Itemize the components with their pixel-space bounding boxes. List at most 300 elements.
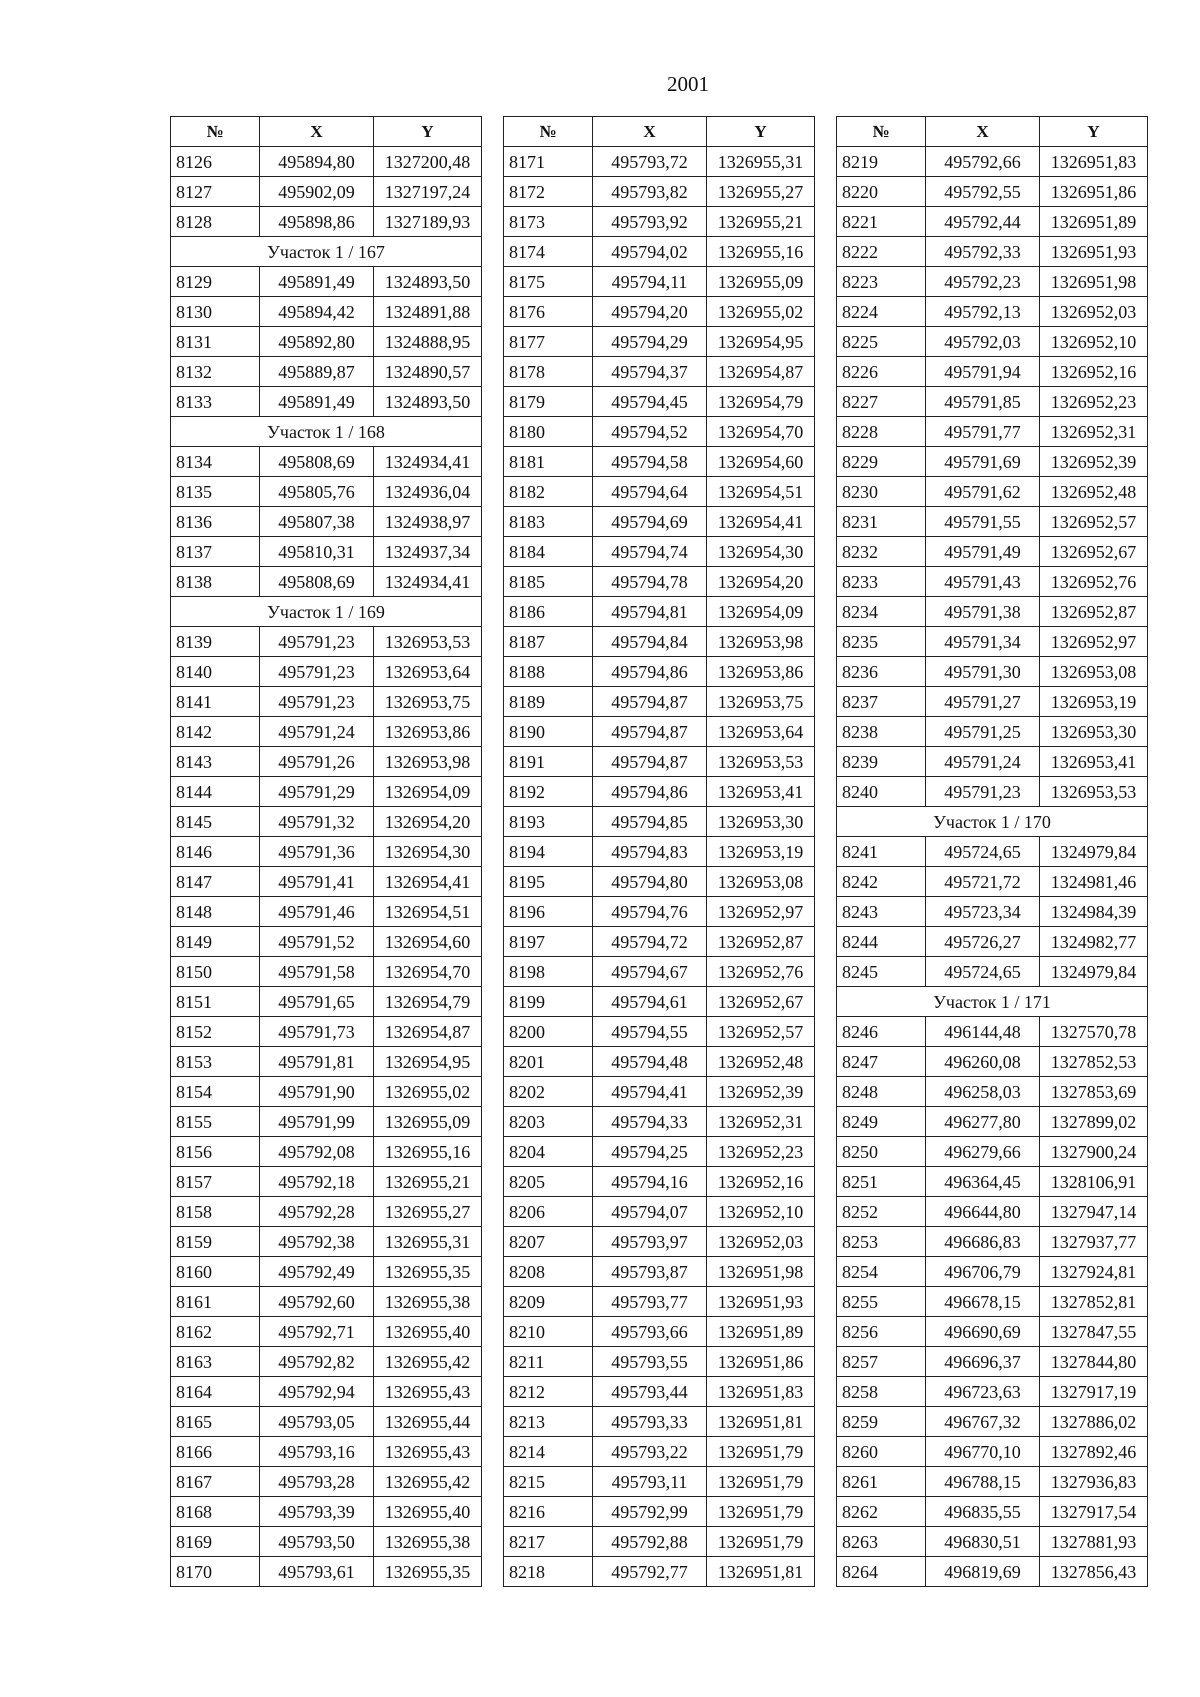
table-row bbox=[171, 837, 482, 867]
table-row bbox=[171, 1467, 482, 1497]
point-number-cell: 8176 bbox=[504, 297, 593, 327]
x-coordinate-cell: 495807,38 bbox=[260, 507, 374, 537]
x-coordinate-cell: 495891,49 bbox=[260, 267, 374, 297]
point-number-cell: 8204 bbox=[504, 1137, 593, 1167]
x-coordinate-cell: 495794,80 bbox=[593, 867, 707, 897]
table-row bbox=[171, 207, 482, 237]
table-row bbox=[504, 537, 815, 567]
y-coordinate-cell: 1326955,09 bbox=[707, 267, 815, 297]
x-coordinate-cell: 495792,44 bbox=[926, 207, 1040, 237]
point-number-cell: 8152 bbox=[171, 1017, 260, 1047]
column-header-y: Y bbox=[707, 117, 815, 147]
x-coordinate-cell: 495792,66 bbox=[926, 147, 1040, 177]
point-number-cell: 8263 bbox=[837, 1527, 926, 1557]
x-coordinate-cell: 495791,27 bbox=[926, 687, 1040, 717]
column-header-y: Y bbox=[374, 117, 482, 147]
table-row bbox=[504, 1257, 815, 1287]
y-coordinate-cell: 1326952,39 bbox=[707, 1077, 815, 1107]
x-coordinate-cell: 495794,86 bbox=[593, 777, 707, 807]
x-coordinate-cell: 496686,83 bbox=[926, 1227, 1040, 1257]
point-number-cell: 8132 bbox=[171, 357, 260, 387]
point-number-cell: 8190 bbox=[504, 717, 593, 747]
point-number-cell: 8181 bbox=[504, 447, 593, 477]
y-coordinate-cell: 1327917,54 bbox=[1040, 1497, 1148, 1527]
point-number-cell: 8162 bbox=[171, 1317, 260, 1347]
table-row bbox=[171, 147, 482, 177]
x-coordinate-cell: 496644,80 bbox=[926, 1197, 1040, 1227]
y-coordinate-cell: 1326955,02 bbox=[374, 1077, 482, 1107]
table-row bbox=[504, 837, 815, 867]
x-coordinate-cell: 495793,72 bbox=[593, 147, 707, 177]
y-coordinate-cell: 1324888,95 bbox=[374, 327, 482, 357]
y-coordinate-cell: 1326953,53 bbox=[1040, 777, 1148, 807]
x-coordinate-cell: 495792,82 bbox=[260, 1347, 374, 1377]
y-coordinate-cell: 1326952,31 bbox=[707, 1107, 815, 1137]
y-coordinate-cell: 1326952,48 bbox=[707, 1047, 815, 1077]
y-coordinate-cell: 1327853,69 bbox=[1040, 1077, 1148, 1107]
x-coordinate-cell: 495794,25 bbox=[593, 1137, 707, 1167]
point-number-cell: 8264 bbox=[837, 1557, 926, 1587]
table-row bbox=[837, 387, 1148, 417]
table-row bbox=[504, 1467, 815, 1497]
y-coordinate-cell: 1327947,14 bbox=[1040, 1197, 1148, 1227]
header-row bbox=[171, 117, 482, 147]
x-coordinate-cell: 496770,10 bbox=[926, 1437, 1040, 1467]
table-row bbox=[504, 267, 815, 297]
x-coordinate-cell: 495791,65 bbox=[260, 987, 374, 1017]
point-number-cell: 8186 bbox=[504, 597, 593, 627]
table-row bbox=[171, 1497, 482, 1527]
point-number-cell: 8232 bbox=[837, 537, 926, 567]
y-coordinate-cell: 1326954,51 bbox=[707, 477, 815, 507]
point-number-cell: 8156 bbox=[171, 1137, 260, 1167]
table-row bbox=[504, 867, 815, 897]
point-number-cell: 8235 bbox=[837, 627, 926, 657]
table-row bbox=[837, 327, 1148, 357]
y-coordinate-cell: 1326952,57 bbox=[1040, 507, 1148, 537]
table-row bbox=[837, 927, 1148, 957]
table-row bbox=[171, 957, 482, 987]
x-coordinate-cell: 495724,65 bbox=[926, 837, 1040, 867]
x-coordinate-cell: 495794,07 bbox=[593, 1197, 707, 1227]
x-coordinate-cell: 495892,80 bbox=[260, 327, 374, 357]
table-row bbox=[171, 627, 482, 657]
y-coordinate-cell: 1326955,40 bbox=[374, 1317, 482, 1347]
table-row bbox=[504, 957, 815, 987]
table-row bbox=[837, 357, 1148, 387]
y-coordinate-cell: 1326954,87 bbox=[374, 1017, 482, 1047]
y-coordinate-cell: 1324934,41 bbox=[374, 567, 482, 597]
table-row bbox=[837, 777, 1148, 807]
point-number-cell: 8171 bbox=[504, 147, 593, 177]
point-number-cell: 8154 bbox=[171, 1077, 260, 1107]
point-number-cell: 8138 bbox=[171, 567, 260, 597]
table-row bbox=[171, 747, 482, 777]
y-coordinate-cell: 1326955,02 bbox=[707, 297, 815, 327]
point-number-cell: 8166 bbox=[171, 1437, 260, 1467]
table-row bbox=[504, 1197, 815, 1227]
table-row bbox=[171, 1557, 482, 1587]
table-row bbox=[837, 297, 1148, 327]
point-number-cell: 8245 bbox=[837, 957, 926, 987]
x-coordinate-cell: 495792,18 bbox=[260, 1167, 374, 1197]
y-coordinate-cell: 1326954,20 bbox=[707, 567, 815, 597]
point-number-cell: 8168 bbox=[171, 1497, 260, 1527]
x-coordinate-cell: 495792,08 bbox=[260, 1137, 374, 1167]
y-coordinate-cell: 1324981,46 bbox=[1040, 867, 1148, 897]
y-coordinate-cell: 1326952,67 bbox=[1040, 537, 1148, 567]
y-coordinate-cell: 1324893,50 bbox=[374, 267, 482, 297]
y-coordinate-cell: 1326951,79 bbox=[707, 1467, 815, 1497]
x-coordinate-cell: 495810,31 bbox=[260, 537, 374, 567]
table-row bbox=[504, 1077, 815, 1107]
x-coordinate-cell: 495794,48 bbox=[593, 1047, 707, 1077]
table-row bbox=[504, 1377, 815, 1407]
y-coordinate-cell: 1326954,51 bbox=[374, 897, 482, 927]
x-coordinate-cell: 495792,94 bbox=[260, 1377, 374, 1407]
point-number-cell: 8252 bbox=[837, 1197, 926, 1227]
table-row bbox=[171, 807, 482, 837]
y-coordinate-cell: 1326951,83 bbox=[707, 1377, 815, 1407]
table-row bbox=[171, 537, 482, 567]
table-row bbox=[504, 1167, 815, 1197]
table-row bbox=[837, 1197, 1148, 1227]
point-number-cell: 8147 bbox=[171, 867, 260, 897]
x-coordinate-cell: 495793,39 bbox=[260, 1497, 374, 1527]
table-row bbox=[504, 207, 815, 237]
x-coordinate-cell: 495794,85 bbox=[593, 807, 707, 837]
x-coordinate-cell: 495791,36 bbox=[260, 837, 374, 867]
y-coordinate-cell: 1326954,79 bbox=[374, 987, 482, 1017]
y-coordinate-cell: 1326952,16 bbox=[1040, 357, 1148, 387]
point-number-cell: 8240 bbox=[837, 777, 926, 807]
y-coordinate-cell: 1327847,55 bbox=[1040, 1317, 1148, 1347]
y-coordinate-cell: 1326953,75 bbox=[707, 687, 815, 717]
x-coordinate-cell: 495792,03 bbox=[926, 327, 1040, 357]
y-coordinate-cell: 1326954,70 bbox=[707, 417, 815, 447]
y-coordinate-cell: 1326955,43 bbox=[374, 1377, 482, 1407]
y-coordinate-cell: 1326952,23 bbox=[707, 1137, 815, 1167]
table-row bbox=[837, 1497, 1148, 1527]
table-row bbox=[171, 357, 482, 387]
table-row bbox=[171, 1287, 482, 1317]
x-coordinate-cell: 495792,71 bbox=[260, 1317, 374, 1347]
table-row bbox=[504, 1527, 815, 1557]
point-number-cell: 8165 bbox=[171, 1407, 260, 1437]
x-coordinate-cell: 495793,92 bbox=[593, 207, 707, 237]
table-row bbox=[837, 1257, 1148, 1287]
x-coordinate-cell: 495791,23 bbox=[260, 657, 374, 687]
table-row bbox=[504, 747, 815, 777]
x-coordinate-cell: 495793,16 bbox=[260, 1437, 374, 1467]
table-row bbox=[837, 897, 1148, 927]
y-coordinate-cell: 1326952,39 bbox=[1040, 447, 1148, 477]
point-number-cell: 8212 bbox=[504, 1377, 593, 1407]
y-coordinate-cell: 1326955,16 bbox=[374, 1137, 482, 1167]
table-row bbox=[171, 297, 482, 327]
y-coordinate-cell: 1327856,43 bbox=[1040, 1557, 1148, 1587]
point-number-cell: 8196 bbox=[504, 897, 593, 927]
x-coordinate-cell: 495902,09 bbox=[260, 177, 374, 207]
point-number-cell: 8130 bbox=[171, 297, 260, 327]
table-row bbox=[837, 867, 1148, 897]
point-number-cell: 8163 bbox=[171, 1347, 260, 1377]
coordinates-table bbox=[836, 116, 1148, 1587]
table-row bbox=[837, 837, 1148, 867]
coordinates-table bbox=[170, 116, 482, 1587]
y-coordinate-cell: 1326951,81 bbox=[707, 1557, 815, 1587]
point-number-cell: 8164 bbox=[171, 1377, 260, 1407]
y-coordinate-cell: 1327892,46 bbox=[1040, 1437, 1148, 1467]
x-coordinate-cell: 495898,86 bbox=[260, 207, 374, 237]
table-row bbox=[837, 1077, 1148, 1107]
y-coordinate-cell: 1324979,84 bbox=[1040, 837, 1148, 867]
table-row bbox=[171, 1317, 482, 1347]
point-number-cell: 8244 bbox=[837, 927, 926, 957]
table-row bbox=[171, 267, 482, 297]
y-coordinate-cell: 1326954,79 bbox=[707, 387, 815, 417]
point-number-cell: 8201 bbox=[504, 1047, 593, 1077]
point-number-cell: 8260 bbox=[837, 1437, 926, 1467]
table-row bbox=[171, 897, 482, 927]
x-coordinate-cell: 495793,33 bbox=[593, 1407, 707, 1437]
y-coordinate-cell: 1326953,64 bbox=[707, 717, 815, 747]
table-row bbox=[837, 1557, 1148, 1587]
point-number-cell: 8180 bbox=[504, 417, 593, 447]
table-row bbox=[504, 807, 815, 837]
x-coordinate-cell: 496830,51 bbox=[926, 1527, 1040, 1557]
x-coordinate-cell: 495793,05 bbox=[260, 1407, 374, 1437]
table-row bbox=[837, 447, 1148, 477]
point-number-cell: 8257 bbox=[837, 1347, 926, 1377]
table-row bbox=[171, 477, 482, 507]
y-coordinate-cell: 1327852,53 bbox=[1040, 1047, 1148, 1077]
x-coordinate-cell: 495794,84 bbox=[593, 627, 707, 657]
x-coordinate-cell: 495791,62 bbox=[926, 477, 1040, 507]
x-coordinate-cell: 495791,23 bbox=[260, 627, 374, 657]
point-number-cell: 8203 bbox=[504, 1107, 593, 1137]
point-number-cell: 8184 bbox=[504, 537, 593, 567]
y-coordinate-cell: 1326955,21 bbox=[374, 1167, 482, 1197]
y-coordinate-cell: 1326955,35 bbox=[374, 1557, 482, 1587]
y-coordinate-cell: 1326952,57 bbox=[707, 1017, 815, 1047]
y-coordinate-cell: 1326954,60 bbox=[707, 447, 815, 477]
y-coordinate-cell: 1326951,98 bbox=[1040, 267, 1148, 297]
table-row bbox=[171, 1377, 482, 1407]
point-number-cell: 8238 bbox=[837, 717, 926, 747]
table-row bbox=[171, 1167, 482, 1197]
point-number-cell: 8254 bbox=[837, 1257, 926, 1287]
x-coordinate-cell: 496723,63 bbox=[926, 1377, 1040, 1407]
x-coordinate-cell: 495791,94 bbox=[926, 357, 1040, 387]
table-row bbox=[171, 507, 482, 537]
point-number-cell: 8149 bbox=[171, 927, 260, 957]
table-row bbox=[837, 147, 1148, 177]
point-number-cell: 8200 bbox=[504, 1017, 593, 1047]
y-coordinate-cell: 1326952,23 bbox=[1040, 387, 1148, 417]
x-coordinate-cell: 495793,28 bbox=[260, 1467, 374, 1497]
y-coordinate-cell: 1326952,97 bbox=[1040, 627, 1148, 657]
section-row bbox=[171, 417, 482, 447]
point-number-cell: 8218 bbox=[504, 1557, 593, 1587]
x-coordinate-cell: 495794,87 bbox=[593, 747, 707, 777]
y-coordinate-cell: 1326955,38 bbox=[374, 1287, 482, 1317]
point-number-cell: 8242 bbox=[837, 867, 926, 897]
point-number-cell: 8215 bbox=[504, 1467, 593, 1497]
table-row bbox=[837, 1287, 1148, 1317]
column-header-number: № bbox=[504, 117, 593, 147]
y-coordinate-cell: 1326951,83 bbox=[1040, 147, 1148, 177]
x-coordinate-cell: 495794,67 bbox=[593, 957, 707, 987]
table-row bbox=[504, 927, 815, 957]
table-row bbox=[504, 357, 815, 387]
y-coordinate-cell: 1326952,10 bbox=[1040, 327, 1148, 357]
point-number-cell: 8226 bbox=[837, 357, 926, 387]
y-coordinate-cell: 1326953,41 bbox=[707, 777, 815, 807]
x-coordinate-cell: 495808,69 bbox=[260, 567, 374, 597]
table-row bbox=[504, 657, 815, 687]
x-coordinate-cell: 495792,33 bbox=[926, 237, 1040, 267]
x-coordinate-cell: 495793,82 bbox=[593, 177, 707, 207]
section-label: Участок 1 / 168 bbox=[171, 417, 482, 447]
table-row bbox=[504, 1347, 815, 1377]
table-row bbox=[504, 567, 815, 597]
x-coordinate-cell: 495792,13 bbox=[926, 297, 1040, 327]
point-number-cell: 8227 bbox=[837, 387, 926, 417]
y-coordinate-cell: 1326952,10 bbox=[707, 1197, 815, 1227]
x-coordinate-cell: 496364,45 bbox=[926, 1167, 1040, 1197]
point-number-cell: 8175 bbox=[504, 267, 593, 297]
table-row bbox=[171, 717, 482, 747]
y-coordinate-cell: 1324982,77 bbox=[1040, 927, 1148, 957]
table-row bbox=[837, 1467, 1148, 1497]
x-coordinate-cell: 495792,55 bbox=[926, 177, 1040, 207]
x-coordinate-cell: 495794,76 bbox=[593, 897, 707, 927]
x-coordinate-cell: 495894,42 bbox=[260, 297, 374, 327]
y-coordinate-cell: 1326954,95 bbox=[374, 1047, 482, 1077]
x-coordinate-cell: 495792,88 bbox=[593, 1527, 707, 1557]
x-coordinate-cell: 495791,43 bbox=[926, 567, 1040, 597]
point-number-cell: 8259 bbox=[837, 1407, 926, 1437]
x-coordinate-cell: 495791,38 bbox=[926, 597, 1040, 627]
point-number-cell: 8251 bbox=[837, 1167, 926, 1197]
table-row bbox=[504, 1557, 815, 1587]
point-number-cell: 8198 bbox=[504, 957, 593, 987]
x-coordinate-cell: 495792,99 bbox=[593, 1497, 707, 1527]
table-row bbox=[504, 297, 815, 327]
point-number-cell: 8187 bbox=[504, 627, 593, 657]
x-coordinate-cell: 495794,74 bbox=[593, 537, 707, 567]
x-coordinate-cell: 495792,77 bbox=[593, 1557, 707, 1587]
point-number-cell: 8183 bbox=[504, 507, 593, 537]
point-number-cell: 8194 bbox=[504, 837, 593, 867]
point-number-cell: 8151 bbox=[171, 987, 260, 1017]
point-number-cell: 8174 bbox=[504, 237, 593, 267]
y-coordinate-cell: 1326954,41 bbox=[374, 867, 482, 897]
y-coordinate-cell: 1326953,41 bbox=[1040, 747, 1148, 777]
section-row bbox=[171, 597, 482, 627]
x-coordinate-cell: 496767,32 bbox=[926, 1407, 1040, 1437]
y-coordinate-cell: 1326953,08 bbox=[707, 867, 815, 897]
table-row bbox=[504, 417, 815, 447]
table-row bbox=[504, 717, 815, 747]
point-number-cell: 8131 bbox=[171, 327, 260, 357]
table-row bbox=[837, 957, 1148, 987]
point-number-cell: 8229 bbox=[837, 447, 926, 477]
x-coordinate-cell: 495791,52 bbox=[260, 927, 374, 957]
point-number-cell: 8261 bbox=[837, 1467, 926, 1497]
table-row bbox=[504, 897, 815, 927]
table-row bbox=[171, 1227, 482, 1257]
point-number-cell: 8223 bbox=[837, 267, 926, 297]
table-row bbox=[837, 597, 1148, 627]
table-row bbox=[837, 1377, 1148, 1407]
table-row bbox=[504, 987, 815, 1017]
x-coordinate-cell: 495791,23 bbox=[926, 777, 1040, 807]
point-number-cell: 8145 bbox=[171, 807, 260, 837]
x-coordinate-cell: 495793,11 bbox=[593, 1467, 707, 1497]
table-row bbox=[171, 327, 482, 357]
table-row bbox=[837, 207, 1148, 237]
y-coordinate-cell: 1324936,04 bbox=[374, 477, 482, 507]
table-row bbox=[837, 1317, 1148, 1347]
y-coordinate-cell: 1326954,30 bbox=[707, 537, 815, 567]
y-coordinate-cell: 1326955,21 bbox=[707, 207, 815, 237]
table-row bbox=[504, 327, 815, 357]
point-number-cell: 8148 bbox=[171, 897, 260, 927]
point-number-cell: 8189 bbox=[504, 687, 593, 717]
table-row bbox=[504, 1227, 815, 1257]
x-coordinate-cell: 495891,49 bbox=[260, 387, 374, 417]
section-row bbox=[837, 807, 1148, 837]
point-number-cell: 8195 bbox=[504, 867, 593, 897]
y-coordinate-cell: 1326953,98 bbox=[374, 747, 482, 777]
point-number-cell: 8142 bbox=[171, 717, 260, 747]
y-coordinate-cell: 1326951,79 bbox=[707, 1437, 815, 1467]
x-coordinate-cell: 495889,87 bbox=[260, 357, 374, 387]
x-coordinate-cell: 495794,72 bbox=[593, 927, 707, 957]
x-coordinate-cell: 495791,49 bbox=[926, 537, 1040, 567]
table-row bbox=[504, 1137, 815, 1167]
point-number-cell: 8170 bbox=[171, 1557, 260, 1587]
x-coordinate-cell: 495791,30 bbox=[926, 657, 1040, 687]
y-coordinate-cell: 1326953,30 bbox=[707, 807, 815, 837]
point-number-cell: 8160 bbox=[171, 1257, 260, 1287]
x-coordinate-cell: 495794,33 bbox=[593, 1107, 707, 1137]
x-coordinate-cell: 495794,81 bbox=[593, 597, 707, 627]
y-coordinate-cell: 1326954,87 bbox=[707, 357, 815, 387]
table-row bbox=[504, 147, 815, 177]
x-coordinate-cell: 495808,69 bbox=[260, 447, 374, 477]
x-coordinate-cell: 495794,16 bbox=[593, 1167, 707, 1197]
table-row bbox=[504, 777, 815, 807]
point-number-cell: 8207 bbox=[504, 1227, 593, 1257]
table-row bbox=[171, 1047, 482, 1077]
y-coordinate-cell: 1326953,75 bbox=[374, 687, 482, 717]
y-coordinate-cell: 1327924,81 bbox=[1040, 1257, 1148, 1287]
table-row bbox=[171, 1527, 482, 1557]
y-coordinate-cell: 1326954,41 bbox=[707, 507, 815, 537]
table-row bbox=[171, 1137, 482, 1167]
point-number-cell: 8144 bbox=[171, 777, 260, 807]
y-coordinate-cell: 1326953,30 bbox=[1040, 717, 1148, 747]
point-number-cell: 8141 bbox=[171, 687, 260, 717]
table-row bbox=[837, 237, 1148, 267]
y-coordinate-cell: 1326952,76 bbox=[1040, 567, 1148, 597]
column-header-x: X bbox=[926, 117, 1040, 147]
x-coordinate-cell: 495791,85 bbox=[926, 387, 1040, 417]
point-number-cell: 8161 bbox=[171, 1287, 260, 1317]
